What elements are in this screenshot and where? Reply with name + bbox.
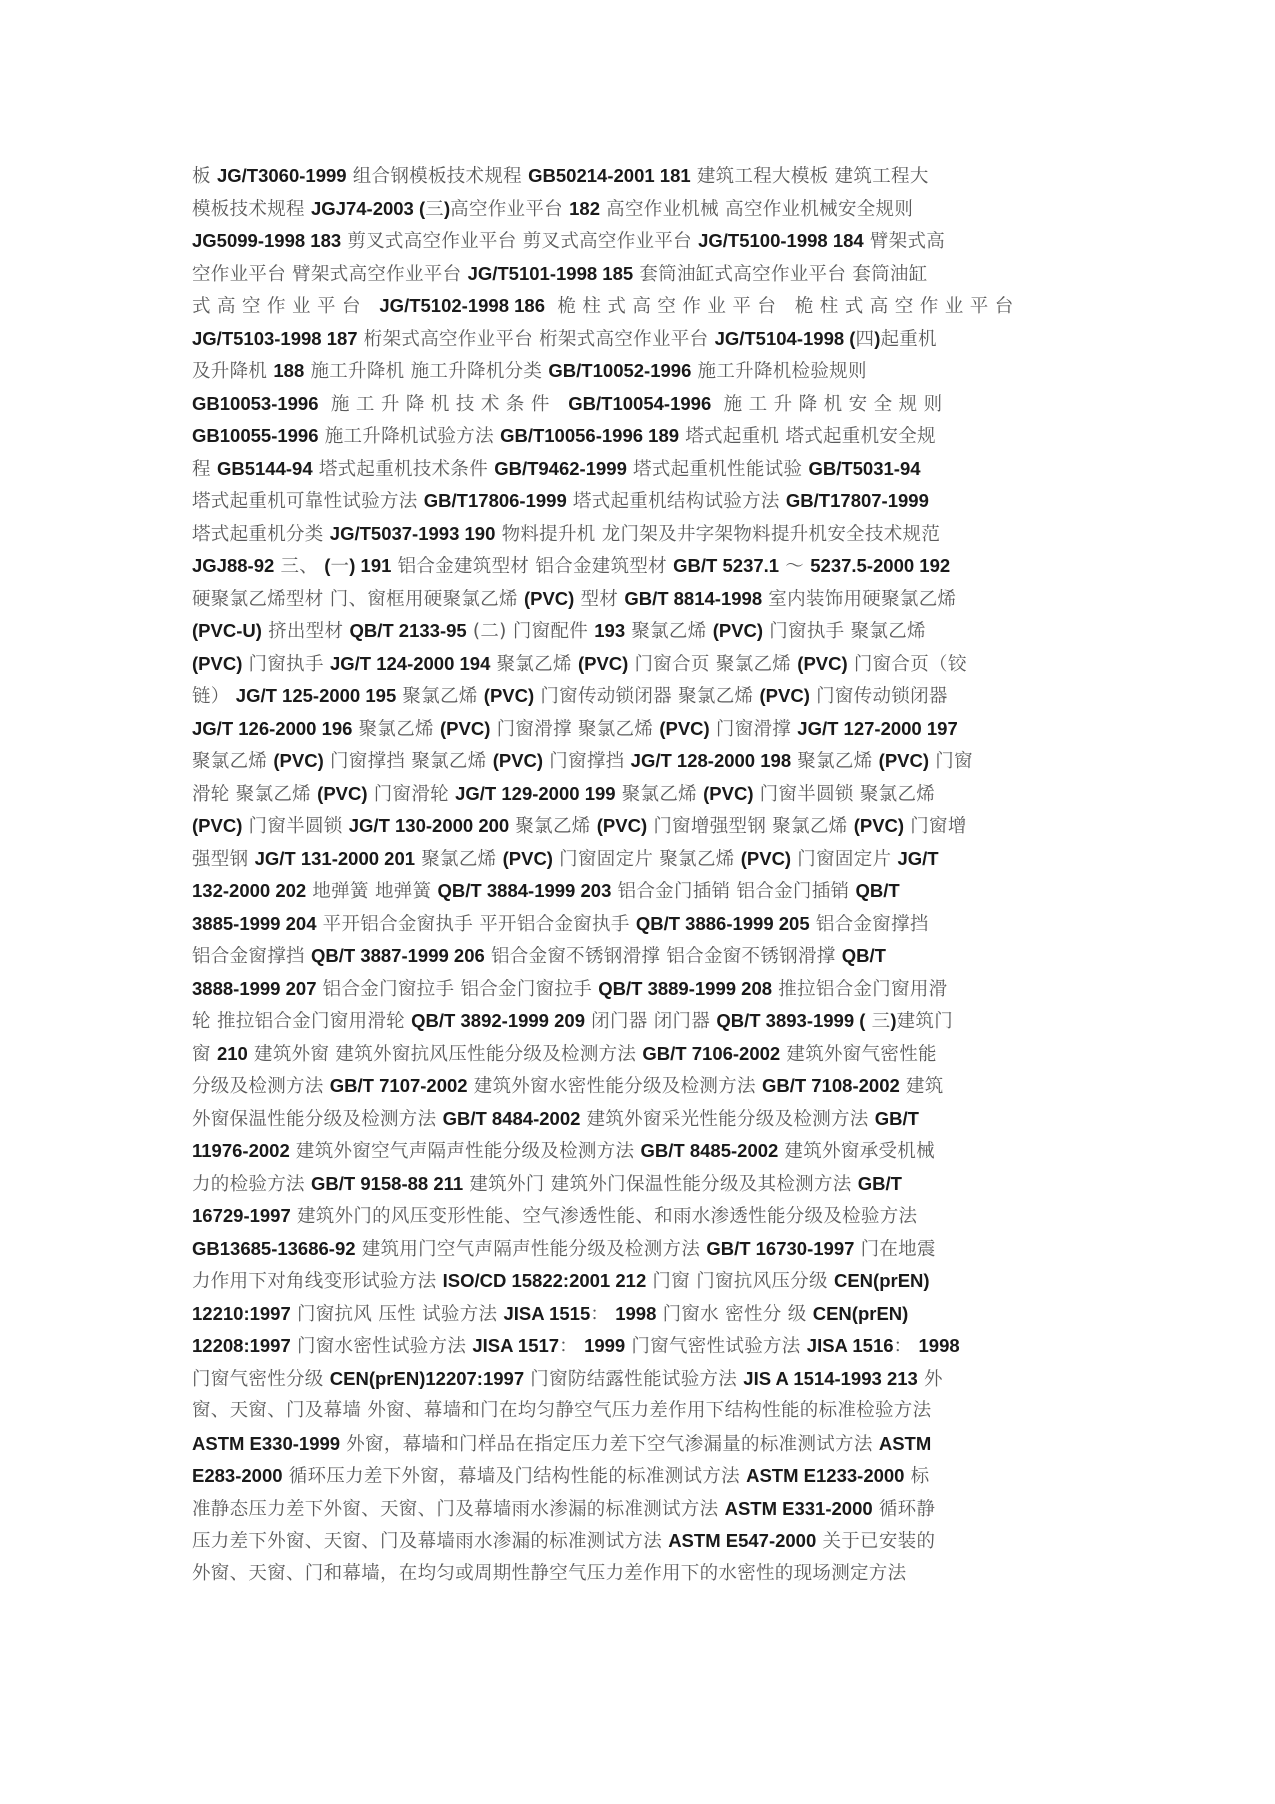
text-run: 门窗水 密性分 级 bbox=[656, 1303, 813, 1325]
text-run: 塔式起重机技术条件 bbox=[312, 458, 495, 480]
text-line bbox=[192, 1330, 1092, 1363]
text-run: 门窗合页 聚氯乙烯 bbox=[628, 653, 798, 675]
text-run: 建筑外门的风压变形性能、空气渗透性能、和雨水渗透性能分级及检验方法 bbox=[290, 1206, 918, 1227]
standard-code: ) bbox=[443, 197, 451, 219]
text-line bbox=[192, 1135, 1092, 1168]
text-run: 门窗滑撑 bbox=[709, 718, 798, 740]
text-run: 施工升降机 施工升降机分类 bbox=[304, 361, 549, 382]
text-run: 门窗撑挡 聚氯乙烯 bbox=[323, 751, 493, 772]
text-run: 铝合金窗撑挡 bbox=[192, 946, 311, 967]
standard-code: CEN(prEN)12207:1997 bbox=[329, 1367, 525, 1389]
text-line bbox=[192, 518, 1092, 551]
standard-code: 1998 bbox=[615, 1302, 657, 1324]
text-run: 推拉铝合金门窗用滑 bbox=[772, 978, 948, 1000]
text-run: ： bbox=[559, 1336, 585, 1357]
text-run: ： bbox=[893, 1336, 919, 1357]
standard-code: 3885-1999 204 bbox=[192, 912, 317, 934]
standard-code: (PVC) bbox=[740, 847, 792, 869]
standard-code: JG/T 129-2000 199 bbox=[455, 782, 616, 804]
standard-code: GB/T 7107-2002 bbox=[329, 1075, 468, 1096]
text-run: 挤出型材 bbox=[261, 621, 350, 642]
standard-code: JG5099-1998 183 bbox=[192, 230, 342, 251]
standard-code: JISA 1516 bbox=[806, 1335, 894, 1356]
standard-code: QB/T 3886-1999 205 bbox=[635, 912, 810, 934]
standard-code: JG/T 128-2000 198 bbox=[630, 750, 792, 771]
standard-code: (PVC) bbox=[502, 847, 553, 869]
text-run: 门窗滑轮 bbox=[367, 783, 456, 805]
standard-code: (PVC) bbox=[712, 620, 764, 641]
text-run: 建筑外窗水密性能分级及检测方法 bbox=[467, 1076, 762, 1097]
standard-code: ASTM E330-1999 bbox=[192, 1432, 341, 1454]
text-run: 建筑外窗承受机械 bbox=[778, 1141, 935, 1162]
text-run: 门窗水密性试验方法 bbox=[290, 1336, 473, 1357]
standard-code: GB/T10056-1996 189 bbox=[500, 425, 680, 446]
text-run: 铝合金门窗拉手 铝合金门窗拉手 bbox=[316, 978, 599, 1000]
text-run: 物料提升机 龙门架及井字架物料提升机安全技术规范 bbox=[495, 523, 941, 545]
text-run: 标 bbox=[904, 1466, 930, 1487]
standard-code: JG/T bbox=[897, 847, 939, 869]
standard-code: ASTM bbox=[878, 1432, 932, 1454]
text-run: 铝合金建筑型材 铝合金建筑型材 bbox=[391, 556, 674, 577]
standard-code: (PVC) bbox=[483, 685, 535, 706]
standard-code: GB/T17806-1999 bbox=[423, 490, 567, 511]
text-run: 门窗合页（铰 bbox=[847, 653, 967, 675]
standard-code: QB/T 3889-1999 208 bbox=[598, 977, 773, 999]
text-line bbox=[192, 908, 1092, 941]
text-run: 门在地震 bbox=[854, 1238, 936, 1260]
text-run: 分级及检测方法 bbox=[192, 1076, 330, 1097]
text-run: 聚氯乙烯 bbox=[415, 848, 503, 870]
text-run: 外 bbox=[917, 1368, 943, 1390]
standard-code: QB/T 2133-95 bbox=[349, 620, 467, 641]
text-run: 建筑门 bbox=[896, 1011, 953, 1032]
text-run: 门窗执手 聚氯乙烯 bbox=[763, 621, 926, 642]
standard-code: 132-2000 202 bbox=[192, 880, 307, 901]
standard-code: JGJ88-92 bbox=[192, 555, 275, 576]
text-line bbox=[192, 940, 1092, 973]
standard-code: GB50214-2001 181 bbox=[528, 165, 691, 186]
text-run: 组合钢模板技术规程 bbox=[346, 166, 529, 187]
text-run: 聚氯乙烯 bbox=[509, 816, 597, 837]
text-run: 建筑外门 建筑外门保温性能分级及其检测方法 bbox=[463, 1173, 858, 1195]
text-line bbox=[192, 875, 1092, 908]
text-line bbox=[192, 1298, 1092, 1331]
standard-code: ( bbox=[324, 555, 331, 576]
standard-code: QB/T 3884-1999 203 bbox=[437, 880, 612, 901]
standard-code: (PVC) bbox=[317, 782, 368, 804]
standard-code: GB5144-94 bbox=[216, 457, 313, 479]
text-run: 聚氯乙烯 bbox=[192, 751, 274, 772]
text-run: 力的检验方法 bbox=[192, 1173, 311, 1195]
text-line bbox=[192, 1493, 1092, 1526]
text-line bbox=[192, 1103, 1092, 1136]
text-run: 聚氯乙烯 bbox=[396, 686, 484, 707]
standard-code: (PVC) bbox=[596, 815, 648, 836]
standard-code: (PVC) bbox=[878, 750, 930, 771]
text-run: 三 bbox=[425, 198, 444, 220]
text-run: 门窗 bbox=[929, 751, 973, 772]
text-line bbox=[192, 290, 1092, 323]
text-run: 聚氯乙烯 bbox=[625, 621, 713, 642]
text-run: 硬聚氯乙烯型材 门、窗框用硬聚氯乙烯 bbox=[192, 588, 524, 610]
text-line bbox=[192, 550, 1092, 583]
standard-code: JG/T5101-1998 185 bbox=[467, 262, 634, 284]
text-run: 三、 bbox=[274, 556, 325, 577]
text-run: 闭门器 闭门器 bbox=[584, 1011, 717, 1032]
text-run: 门窗半圆锁 bbox=[242, 816, 349, 837]
text-run: 门窗增强型钢 聚氯乙烯 bbox=[647, 816, 854, 837]
text-run: 一 bbox=[330, 556, 350, 577]
text-run: 滑轮 聚氯乙烯 bbox=[192, 783, 318, 805]
text-run: 起重机 bbox=[880, 328, 937, 350]
text-run: 外窗、天窗、门和幕墙，在均匀或周期性静空气压力差作用下的水密性的现场测定方法 bbox=[192, 1562, 907, 1584]
text-run: 铝合金窗不锈钢滑撑 铝合金窗不锈钢滑撑 bbox=[484, 946, 842, 967]
text-line bbox=[192, 1428, 1092, 1461]
text-run: 式高空作业平台 bbox=[192, 296, 380, 317]
text-run: 门窗气密性分级 bbox=[192, 1368, 330, 1390]
text-run: ： bbox=[590, 1303, 616, 1325]
text-line bbox=[192, 973, 1092, 1006]
standard-code: GB13685-13686-92 bbox=[192, 1237, 356, 1259]
text-run: 门窗撑挡 bbox=[543, 751, 631, 772]
text-line bbox=[192, 1168, 1092, 1201]
text-line bbox=[192, 1265, 1092, 1298]
text-run: 聚氯乙烯 bbox=[352, 718, 441, 740]
standard-code: JG/T 125-2000 195 bbox=[235, 685, 397, 706]
text-line bbox=[192, 160, 1092, 193]
text-run: 空作业平台 臂架式高空作业平台 bbox=[192, 263, 468, 285]
text-line bbox=[192, 1070, 1092, 1103]
standard-code: 12208:1997 bbox=[192, 1335, 291, 1356]
text-line bbox=[192, 648, 1092, 681]
text-line bbox=[192, 193, 1092, 226]
text-run: 高空作业机械 高空作业机械安全规则 bbox=[600, 198, 914, 220]
standard-code: 182 bbox=[569, 197, 600, 219]
text-run: 建筑工程大模板 建筑工程大 bbox=[690, 166, 929, 187]
text-line bbox=[192, 1038, 1092, 1071]
text-line bbox=[192, 810, 1092, 843]
text-line bbox=[192, 583, 1092, 616]
text-line bbox=[192, 258, 1092, 291]
text-run: 准静态压力差下外窗、天窗、门及幕墙雨水渗漏的标准测试方法 bbox=[192, 1498, 725, 1520]
standard-code: (PVC) bbox=[192, 652, 243, 674]
standard-code: 3888-1999 207 bbox=[192, 977, 317, 999]
text-run: 门窗防结露性能试验方法 bbox=[524, 1368, 744, 1390]
text-run: 外窗，幕墙和门样品在指定压力差下空气渗漏量的标准测试方法 bbox=[340, 1433, 879, 1455]
text-run: 门窗抗风 压性 试验方法 bbox=[290, 1303, 504, 1325]
standard-code: JG/T 127-2000 197 bbox=[797, 717, 958, 739]
standard-code: JG/T5037-1993 190 bbox=[329, 522, 496, 544]
text-run: 塔式起重机可靠性试验方法 bbox=[192, 491, 424, 512]
text-line bbox=[192, 1363, 1092, 1396]
text-line bbox=[192, 388, 1092, 421]
text-run: 模板技术规程 bbox=[192, 198, 311, 220]
standard-code: GB/T 8484-2002 bbox=[442, 1107, 581, 1129]
text-run: 套筒油缸式高空作业平台 套筒油缸 bbox=[633, 263, 928, 285]
text-run: 型材 bbox=[574, 588, 625, 610]
text-run: 窗 bbox=[192, 1043, 217, 1065]
standard-code: ) 191 bbox=[349, 555, 392, 576]
standard-code: JG/T5103-1998 187 bbox=[192, 327, 358, 349]
standard-code: (PVC) bbox=[192, 815, 243, 836]
text-run: 臂架式高 bbox=[863, 231, 946, 252]
text-run: 建筑 bbox=[899, 1076, 944, 1097]
text-run: 门窗半圆锁 聚氯乙烯 bbox=[753, 783, 936, 805]
text-line bbox=[192, 1460, 1092, 1493]
text-run: 施工升降机检验规则 bbox=[691, 361, 867, 382]
standard-code: CEN(prEN) bbox=[833, 1270, 930, 1291]
text-run: 门窗固定片 bbox=[791, 848, 898, 870]
text-run: 链） bbox=[192, 686, 236, 707]
text-line bbox=[192, 1233, 1092, 1266]
standard-code: (PVC) bbox=[759, 685, 810, 706]
standard-code: JG/T5104-1998 ( bbox=[714, 327, 856, 349]
text-run: 地弹簧 地弹簧 bbox=[306, 881, 438, 902]
standard-code: (PVC) bbox=[273, 750, 324, 771]
standard-code: GB10055-1996 bbox=[192, 425, 319, 446]
text-run: 循环静 bbox=[872, 1498, 936, 1520]
text-line bbox=[192, 615, 1092, 648]
standard-code: ASTM E331-2000 bbox=[724, 1497, 873, 1519]
standard-code: JGJ74-2003 ( bbox=[310, 197, 426, 219]
text-line bbox=[192, 355, 1092, 388]
standard-code: ISO/CD 15822:2001 212 bbox=[442, 1270, 647, 1291]
standard-code: GB/T10052-1996 bbox=[548, 360, 692, 381]
standard-code: QB/T 3887-1999 206 bbox=[310, 945, 485, 966]
text-run: 铝合金窗撑挡 bbox=[809, 913, 929, 935]
text-run: 三 bbox=[865, 1011, 891, 1032]
text-line bbox=[192, 1558, 1092, 1591]
text-run: (二) 门窗配件 bbox=[466, 621, 595, 642]
standard-code: GB/T 7108-2002 bbox=[761, 1075, 900, 1096]
text-line bbox=[192, 485, 1092, 518]
text-run: 桁架式高空作业平台 桁架式高空作业平台 bbox=[357, 328, 715, 350]
text-run: 力作用下对角线变形试验方法 bbox=[192, 1271, 443, 1292]
text-line bbox=[192, 778, 1092, 811]
text-run: 剪叉式高空作业平台 剪叉式高空作业平台 bbox=[341, 231, 699, 252]
text-line bbox=[192, 713, 1092, 746]
text-run: 外窗保温性能分级及检测方法 bbox=[192, 1108, 443, 1130]
text-run: 循环压力差下外窗，幕墙及门结构性能的标准测试方法 bbox=[282, 1466, 747, 1487]
text-run: 门窗传动锁闭器 聚氯乙烯 bbox=[534, 686, 760, 707]
text-run: 门窗固定片 聚氯乙烯 bbox=[552, 848, 741, 870]
text-run: 门窗增 bbox=[904, 816, 967, 837]
text-run: 铝合金门插销 铝合金门插销 bbox=[611, 881, 856, 902]
standard-code: GB/T bbox=[857, 1172, 902, 1194]
text-line bbox=[192, 225, 1092, 258]
standard-code: GB/T10054-1996 bbox=[568, 392, 712, 414]
standard-code: JISA 1517 bbox=[472, 1335, 560, 1356]
text-run: 聚氯乙烯 bbox=[615, 783, 704, 805]
standard-code: JG/T5100-1998 184 bbox=[698, 230, 864, 251]
standard-code: GB/T 8814-1998 bbox=[624, 587, 763, 609]
standard-code: GB/T9462-1999 bbox=[494, 457, 627, 479]
standard-code: GB/T 9158-88 211 bbox=[310, 1172, 464, 1194]
text-run: 板 bbox=[192, 166, 217, 187]
text-run: 窗、天窗、门及幕墙 外窗、幕墙和门在均匀静空气压力差作用下结构性能的标准检验方法 bbox=[192, 1400, 932, 1421]
text-run: 建筑用门空气声隔声性能分级及检测方法 bbox=[355, 1238, 707, 1260]
text-run: 关于已安装的 bbox=[816, 1531, 936, 1552]
standard-code: (PVC) bbox=[659, 717, 710, 739]
standard-code: 210 bbox=[216, 1042, 248, 1064]
text-run: 高空作业平台 bbox=[450, 198, 570, 220]
text-run: 施工升降机试验方法 bbox=[318, 426, 501, 447]
text-run: 桅柱式高空作业平台 桅柱式高空作业平台 bbox=[545, 296, 1020, 317]
text-line bbox=[192, 1525, 1092, 1558]
text-run: ～ bbox=[779, 556, 811, 577]
standard-code: GB/T 5237.1 bbox=[673, 555, 780, 576]
text-run: 门窗气密性试验方法 bbox=[625, 1336, 807, 1357]
standard-code: (PVC) bbox=[523, 587, 575, 609]
standard-code: (PVC) bbox=[577, 652, 629, 674]
text-line bbox=[192, 323, 1092, 356]
text-run: 建筑外窗空气声隔声性能分级及检测方法 bbox=[289, 1141, 641, 1162]
standard-code: GB10053-1996 bbox=[192, 392, 319, 414]
text-line bbox=[192, 453, 1092, 486]
standard-code: JISA 1515 bbox=[503, 1302, 591, 1324]
standard-code: GB/T bbox=[874, 1107, 919, 1129]
text-run: 室内装饰用硬聚氯乙烯 bbox=[762, 588, 957, 610]
text-run: 门窗滑撑 聚氯乙烯 bbox=[490, 718, 660, 740]
standard-code: GB/T 7106-2002 bbox=[642, 1042, 781, 1064]
text-line bbox=[192, 1200, 1092, 1233]
text-line bbox=[192, 1005, 1092, 1038]
standard-code: 1999 bbox=[584, 1335, 626, 1356]
text-line bbox=[192, 843, 1092, 876]
standard-code: ) bbox=[874, 327, 881, 349]
text-run: 及升降机 bbox=[192, 361, 274, 382]
standard-code: 193 bbox=[594, 620, 626, 641]
standard-code: ASTM E547-2000 bbox=[668, 1530, 817, 1551]
standard-code: 16729-1997 bbox=[192, 1205, 291, 1226]
text-line bbox=[192, 680, 1092, 713]
text-run: 塔式起重机分类 bbox=[192, 523, 330, 545]
standard-code: GB/T17807-1999 bbox=[785, 490, 929, 511]
standard-code: JG/T5102-1998 186 bbox=[379, 295, 545, 316]
text-run: 建筑外窗采光性能分级及检测方法 bbox=[580, 1108, 875, 1130]
standard-code: JG/T 131-2000 201 bbox=[254, 847, 416, 869]
text-run: 轮 推拉铝合金门窗用滑轮 bbox=[192, 1011, 412, 1032]
text-run: 门窗 门窗抗风压分级 bbox=[646, 1271, 834, 1292]
standard-code: 12210:1997 bbox=[192, 1302, 291, 1324]
text-run: 程 bbox=[192, 458, 217, 480]
standard-code: CEN(prEN) bbox=[812, 1302, 909, 1324]
text-run: 建筑外窗气密性能 bbox=[780, 1043, 937, 1065]
standard-code: JG/T3060-1999 bbox=[216, 165, 347, 186]
text-run: 强型钢 bbox=[192, 848, 255, 870]
standard-code: JG/T 124-2000 194 bbox=[329, 652, 491, 674]
text-run: 聚氯乙烯 bbox=[791, 751, 879, 772]
standard-code: QB/T bbox=[855, 880, 900, 901]
standard-code: E283-2000 bbox=[192, 1465, 283, 1486]
standard-code: 5237.5-2000 192 bbox=[810, 555, 951, 576]
text-line bbox=[192, 745, 1092, 778]
standard-code: QB/T 3893-1999 ( bbox=[716, 1010, 866, 1031]
standard-code: QB/T bbox=[841, 945, 886, 966]
text-run: 平开铝合金窗执手 平开铝合金窗执手 bbox=[316, 913, 636, 935]
standard-code: 1998 bbox=[918, 1335, 960, 1356]
standard-code: 11976-2002 bbox=[192, 1140, 290, 1161]
text-run: 压力差下外窗、天窗、门及幕墙雨水渗漏的标准测试方法 bbox=[192, 1531, 669, 1552]
text-run: 门窗执手 bbox=[242, 653, 330, 675]
text-run: 塔式起重机性能试验 bbox=[626, 458, 809, 480]
standard-code: ) bbox=[890, 1010, 897, 1031]
standard-code: (PVC-U) bbox=[192, 620, 262, 641]
text-run: 施工升降机安全规则 bbox=[711, 393, 949, 415]
standard-code: GB/T5031-94 bbox=[808, 457, 921, 479]
standard-code: (PVC) bbox=[492, 750, 544, 771]
text-run: 塔式起重机结构试验方法 bbox=[566, 491, 786, 512]
text-run: 建筑外窗 建筑外窗抗风压性能分级及检测方法 bbox=[247, 1043, 643, 1065]
text-line bbox=[192, 420, 1092, 453]
standard-code: (PVC) bbox=[853, 815, 905, 836]
text-run: 施工升降机技术条件 bbox=[318, 393, 569, 415]
text-run: 塔式起重机 塔式起重机安全规 bbox=[679, 426, 936, 447]
standard-code: JG/T 126-2000 196 bbox=[192, 717, 353, 739]
standards-list-paragraph bbox=[192, 160, 1092, 1590]
standard-code: GB/T 16730-1997 bbox=[706, 1237, 855, 1259]
standard-code: JIS A 1514-1993 213 bbox=[743, 1367, 918, 1389]
standard-code: (PVC) bbox=[703, 782, 754, 804]
text-run: 门窗传动锁闭器 bbox=[809, 686, 948, 707]
standard-code: JG/T 130-2000 200 bbox=[348, 815, 510, 836]
text-run: 聚氯乙烯 bbox=[490, 653, 578, 675]
text-run: 四 bbox=[855, 328, 875, 350]
standard-code: (PVC) bbox=[797, 652, 848, 674]
standard-code: QB/T 3892-1999 209 bbox=[411, 1010, 585, 1031]
standard-code: ASTM E1233-2000 bbox=[746, 1465, 905, 1486]
standard-code: GB/T 8485-2002 bbox=[640, 1140, 779, 1161]
standard-code: (PVC) bbox=[440, 717, 491, 739]
text-line bbox=[192, 1395, 1092, 1428]
standard-code: 188 bbox=[273, 360, 305, 381]
